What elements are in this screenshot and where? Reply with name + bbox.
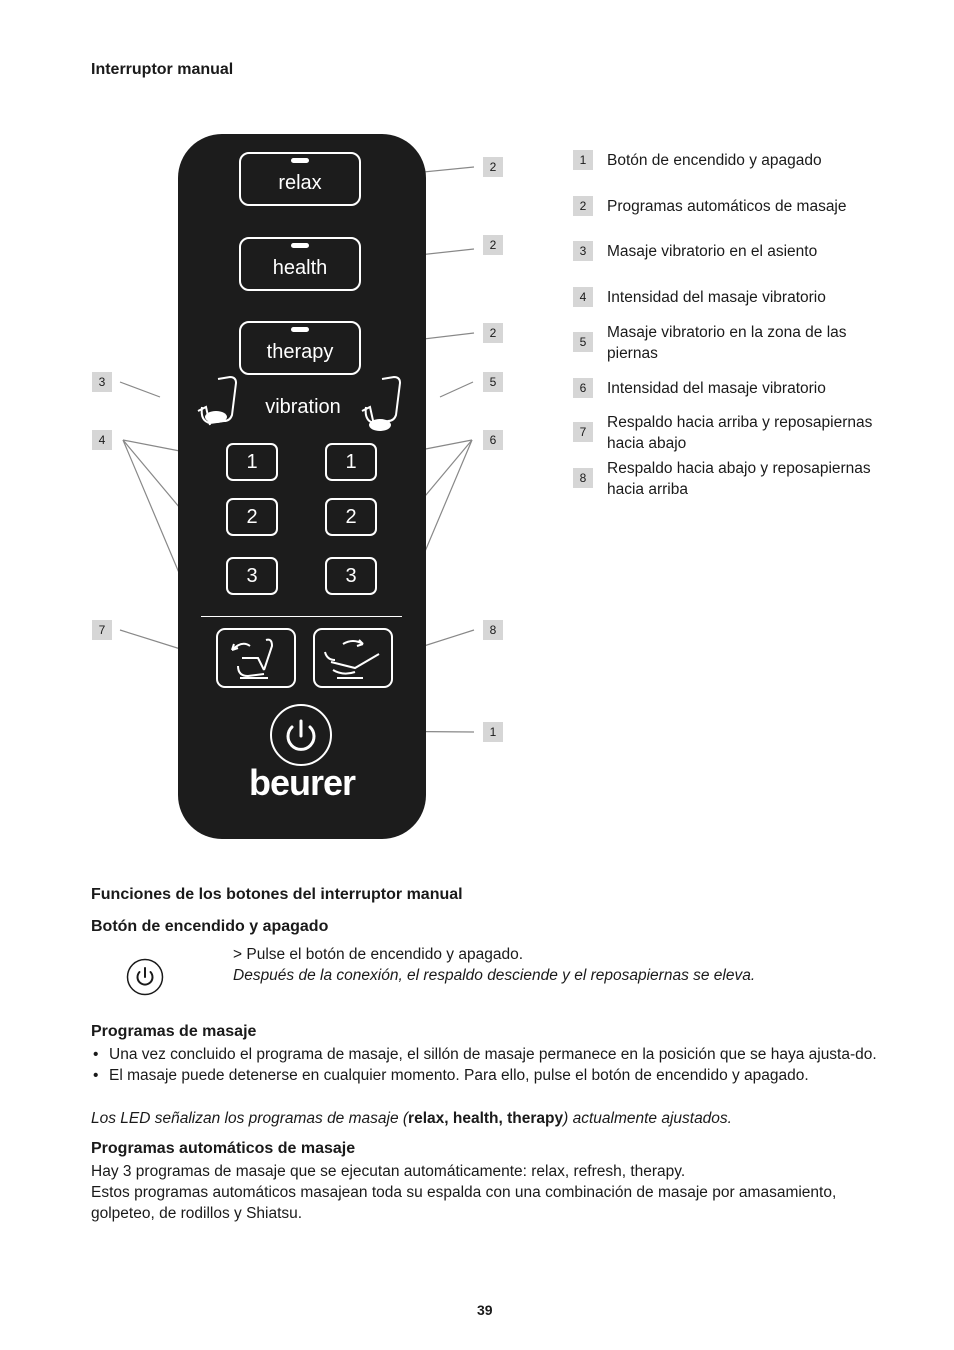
callout-power: 1 <box>483 722 503 742</box>
therapy-button[interactable] <box>239 321 361 375</box>
right-intensity-2-button[interactable]: 2 <box>325 498 377 536</box>
relax-label: relax <box>278 172 322 194</box>
leg-vibration-icon[interactable] <box>360 375 406 435</box>
remote-control <box>178 134 426 839</box>
legend-text: Respaldo hacia abajo y reposapiernas hacia arriba <box>607 460 871 498</box>
power-icon <box>126 958 164 996</box>
legend-item <box>573 412 887 454</box>
legend-number: 1 <box>573 150 593 170</box>
legend-item <box>573 241 887 262</box>
legend-number: 8 <box>573 468 593 488</box>
callout-seat-vibration: 3 <box>92 372 112 392</box>
right-intensity-1-button[interactable]: 1 <box>325 443 377 481</box>
power-button[interactable] <box>269 703 333 767</box>
legend-item <box>573 196 887 217</box>
left-intensity-2-button[interactable]: 2 <box>226 498 278 536</box>
relax-led <box>291 158 309 163</box>
legend-text: Intensidad del masaje vibratorio <box>607 380 826 397</box>
backrest-down-icon <box>315 630 391 686</box>
backrest-down-button[interactable] <box>313 628 393 688</box>
page-number: 39 <box>477 1302 493 1318</box>
vibration-label: vibration <box>265 396 341 418</box>
legend-item <box>573 150 887 171</box>
led-note-prefix: Los LED señalizan los programas de masaje ( <box>91 1110 409 1127</box>
legend-item <box>573 458 887 500</box>
callout-back-up: 7 <box>92 620 112 640</box>
legend-text: Masaje vibratorio en el asiento <box>607 243 818 260</box>
massage-programs-list <box>91 1044 881 1086</box>
callout-left-intensity: 4 <box>92 430 112 450</box>
massage-programs-heading: Programas de masaje <box>91 1023 257 1040</box>
legend-text: Masaje vibratorio en la zona de las piernas <box>607 324 847 362</box>
relax-button[interactable] <box>239 152 361 206</box>
power-result: Después de la conexión, el respaldo desciende y el reposapiernas se eleva. <box>233 967 756 984</box>
auto-programs-line2: Estos programas automáticos masajean toda su espalda con una combinación de masaje por amasamiento, golpeteo, de rodillos y Shiatsu. <box>91 1184 837 1222</box>
brand-logo: beurer <box>248 762 356 803</box>
divider <box>201 616 402 617</box>
led-note <box>91 1108 732 1129</box>
legend-item <box>573 322 887 364</box>
legend-number: 7 <box>573 422 593 442</box>
list-item: • Una vez concluido el programa de masaje, el sillón de masaje permanece en la posición que se haya ajusta-do. <box>91 1044 881 1065</box>
auto-programs-line1: Hay 3 programas de masaje que se ejecutan automáticamente: relax, refresh, therapy. <box>91 1163 686 1180</box>
health-label: health <box>272 257 328 279</box>
legend-number: 3 <box>573 241 593 261</box>
led-note-programs: relax, health, therapy <box>408 1110 564 1127</box>
callout-leg-vibration: 5 <box>483 372 503 392</box>
legend-number: 2 <box>573 196 593 216</box>
seat-vibration-icon[interactable] <box>196 375 242 435</box>
list-item: • El masaje puede detenerse en cualquier momento. Para ello, pulse el botón de encendido y apagado. <box>91 1065 881 1086</box>
power-section-heading: Botón de encendido y apagado <box>91 918 329 935</box>
legend-number: 6 <box>573 378 593 398</box>
right-intensity-3-button[interactable]: 3 <box>325 557 377 595</box>
page-title: Interruptor manual <box>91 61 234 78</box>
legend-item <box>573 378 887 399</box>
power-step: > Pulse el botón de encendido y apagado. <box>233 946 523 963</box>
callout-therapy: 2 <box>483 323 503 343</box>
legend-text: Botón de encendido y apagado <box>607 152 822 169</box>
backrest-up-icon <box>218 630 294 686</box>
legend-item <box>573 287 887 308</box>
legend-text: Intensidad del masaje vibratorio <box>607 289 826 306</box>
callout-relax: 2 <box>483 157 503 177</box>
left-intensity-3-button[interactable]: 3 <box>226 557 278 595</box>
functions-heading: Funciones de los botones del interruptor manual <box>91 886 463 903</box>
auto-programs-heading: Programas automáticos de masaje <box>91 1140 356 1157</box>
therapy-label: therapy <box>266 341 334 363</box>
callout-right-intensity: 6 <box>483 430 503 450</box>
left-intensity-1-button[interactable]: 1 <box>226 443 278 481</box>
health-led <box>291 243 309 248</box>
legend-text: Respaldo hacia arriba y reposapiernas hacia abajo <box>607 414 873 452</box>
legend-number: 4 <box>573 287 593 307</box>
led-note-suffix: ) actualmente ajustados. <box>563 1110 732 1127</box>
legend-number: 5 <box>573 332 593 352</box>
callout-back-down: 8 <box>483 620 503 640</box>
health-button[interactable] <box>239 237 361 291</box>
backrest-up-button[interactable] <box>216 628 296 688</box>
therapy-led <box>291 327 309 332</box>
callout-health: 2 <box>483 235 503 255</box>
legend-text: Programas automáticos de masaje <box>607 198 847 215</box>
